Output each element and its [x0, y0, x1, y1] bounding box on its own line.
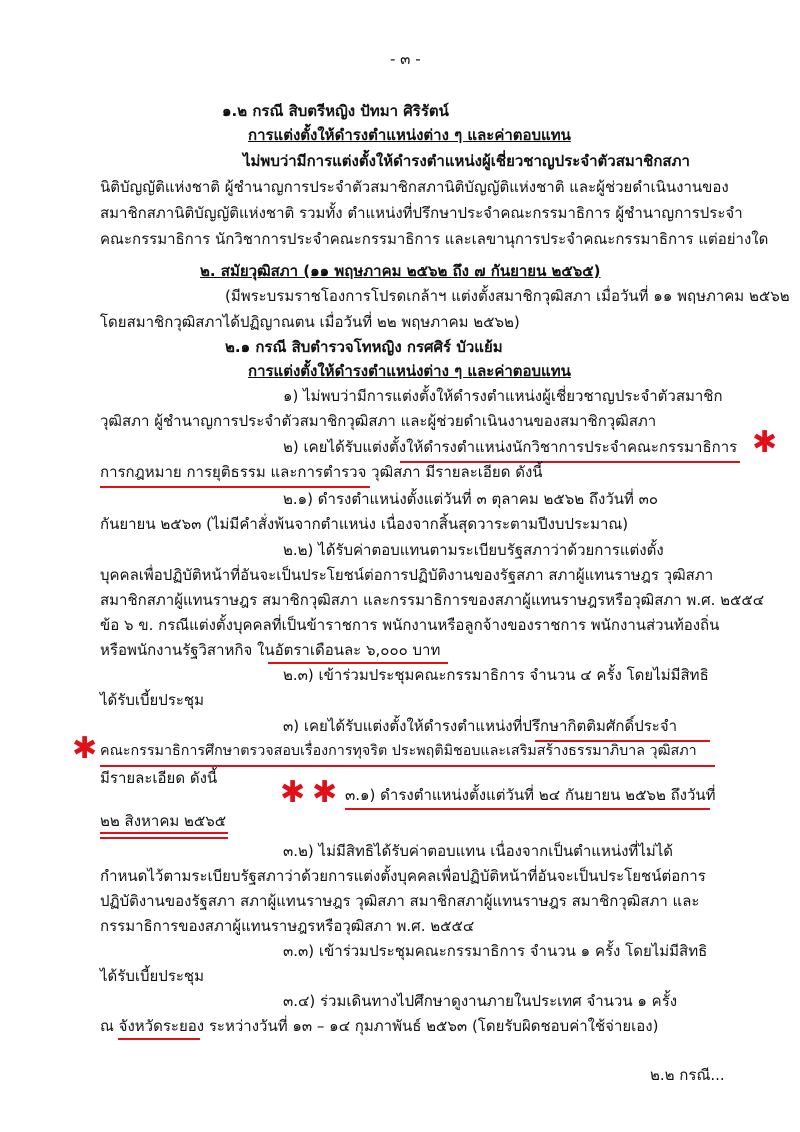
paragraph-line: ได้รับเบี้ยประชุม: [100, 967, 205, 985]
paragraph-line: ๓.๒) ไม่มีสิทธิได้รับค่าตอบแทน เนื่องจากเป็นตำแหน่งที่ไม่ได้: [283, 842, 674, 860]
paragraph-line: ไม่พบว่ามีการแต่งตั้งให้ดำรงตำแหน่งผู้เชี่ยวชาญประจำตัวสมาชิกสภา: [243, 152, 690, 170]
paragraph-line: ๒) เคยได้รับแต่งตั้งให้ดำรงตำแหน่งนักวิชาการประจำคณะกรรมาธิการ: [283, 438, 738, 456]
page-number: - ๓ -: [390, 50, 421, 68]
red-asterisk-mark: ✱: [752, 425, 778, 460]
paragraph-line: คณะกรรมาธิการศึกษาตรวจสอบเรื่องการทุจริต ประพฤติมิชอบและเสริมสร้างธรรมาภิบาล วุฒิสภา: [100, 743, 697, 759]
paragraph-line: ๒๒ สิงหาคม ๒๕๖๕: [100, 812, 227, 830]
paragraph-line: ๑) ไม่พบว่ามีการแต่งตั้งให้ดำรงตำแหน่งผู้เชี่ยวชาญประจำตัวสมาชิก: [283, 387, 723, 405]
paragraph-line: กรรมาธิการของสภาผู้แทนราษฎรหรือวุฒิสภา พ.ศ. ๒๕๕๔: [100, 917, 475, 935]
paragraph-line: ณ จังหวัดระยอง ระหว่างวันที่ ๑๓ – ๑๔ กุมภาพันธ์ ๒๕๖๓ (โดยรับผิดชอบค่าใช้จ่ายเอง): [100, 1017, 659, 1035]
paragraph-line: ๒.๓) เข้าร่วมประชุมคณะกรรมาธิการ จำนวน ๔ ครั้ง โดยไม่มีสิทธิ: [283, 666, 709, 684]
section-heading-2-1: ๒.๑ กรณี สิบตำรวจโทหญิง กรศศิร์ บัวแย้ม: [225, 338, 503, 356]
paragraph-line: กำหนดไว้ตามระเบียบรัฐสภาว่าด้วยการแต่งตั้งบุคคลเพื่อปฏิบัติหน้าที่อันจะเป็นประโยชน์ต่อการ: [100, 867, 706, 885]
paragraph-line: สมาชิกสภาผู้แทนราษฎร สมาชิกวุฒิสภา และกรรมาธิการของสภาผู้แทนราษฎรหรือวุฒิสภา พ.ศ. ๒๕๕๔: [100, 591, 765, 609]
paragraph-line: ๓.๑) ดำรงตำแหน่งตั้งแต่วันที่ ๒๔ กันยายน ๒๕๖๒ ถึงวันที่: [345, 786, 716, 804]
paragraph-line: ๓.๓) เข้าร่วมประชุมคณะกรรมาธิการ จำนวน ๑ ครั้ง โดยไม่มีสิทธิ: [283, 942, 708, 960]
paragraph-line: บุคคลเพื่อปฏิบัติหน้าที่อันจะเป็นประโยชน์ต่อการปฏิบัติงานของรัฐสภา สภาผู้แทนราษฎร วุฒิสภา: [100, 566, 714, 584]
paragraph-line: การกฎหมาย การยุติธรรม และการตำรวจ วุฒิสภา มีรายละเอียด ดังนี้: [100, 463, 543, 481]
red-double-underline: [100, 832, 228, 839]
paragraph-line: ข้อ ๖ ข. กรณีแต่งตั้งบุคคลที่เป็นข้าราชการ พนักงานหรือลูกจ้างของราชการ พนักงานส่วนท้องถิ่น: [100, 616, 720, 634]
paragraph-line: (มีพระบรมราชโองการโปรดเกล้าฯ แต่งตั้งสมาชิกวุฒิสภา เมื่อวันที่ ๑๑ พฤษภาคม ๒๕๖๒: [225, 287, 790, 305]
paragraph-line: ๒.๑) ดำรงตำแหน่งตั้งแต่วันที่ ๓ ตุลาคม ๒๕๖๒ ถึงวันที่ ๓๐: [283, 490, 659, 508]
paragraph-line: คณะกรรมาธิการ นักวิชาการประจำคณะกรรมาธิการ และเลขานุการประจำคณะกรรมาธิการ แต่อย่างใด: [100, 230, 769, 248]
paragraph-line: นิติบัญญัติแห่งชาติ ผู้ชำนาญการประจำตัวสมาชิกสภานิติบัญญัติแห่งชาติ และผู้ช่วยดำเนินงานของ: [100, 178, 729, 196]
subheading-appointments-1: การแต่งตั้งให้ดำรงตำแหน่งต่าง ๆ และค่าตอบแทน: [248, 126, 571, 144]
paragraph-line: ได้รับเบี้ยประชุม: [100, 691, 205, 709]
paragraph-line: สมาชิกสภานิติบัญญัติแห่งชาติ รวมทั้ง ตำแหน่งที่ปรึกษาประจำคณะกรรมาธิการ ผู้ชำนาญการประจำ: [100, 204, 743, 222]
paragraph-line: ๓) เคยได้รับแต่งตั้งให้ดำรงตำแหน่งที่ปรึกษากิตติมศักดิ์ประจำ: [283, 717, 678, 735]
paragraph-line: วุฒิสภา ผู้ชำนาญการประจำตัวสมาชิกวุฒิสภา และผู้ช่วยดำเนินงานของสมาชิกวุฒิสภา: [100, 412, 657, 430]
red-asterisk-mark: ✱: [280, 775, 306, 810]
section-heading-2: ๒. สมัยวุฒิสภา (๑๑ พฤษภาคม ๒๕๖๒ ถึง ๗ กันยายน ๒๕๖๕): [200, 262, 601, 280]
red-underline: [345, 808, 710, 810]
paragraph-line: กันยายน ๒๕๖๓ (ไม่มีคำสั่งพ้นจากตำแหน่ง เนื่องจากสิ้นสุดวาระตามปีงบประมาณ): [100, 515, 629, 533]
paragraph-line: ๒.๒) ได้รับค่าตอบแทนตามระเบียบรัฐสภาว่าด้วยการแต่งตั้ง: [283, 541, 664, 559]
red-asterisk-mark: ✱: [72, 731, 98, 766]
subheading-appointments-2: การแต่งตั้งให้ดำรงตำแหน่งต่าง ๆ และค่าตอบแทน: [248, 362, 571, 380]
paragraph-line: มีรายละเอียด ดังนี้: [100, 769, 218, 787]
paragraph-line: โดยสมาชิกวุฒิสภาได้ปฏิญาณตน เมื่อวันที่ ๒๒ พฤษภาคม ๒๕๖๒): [100, 313, 520, 331]
section-heading-1-2: ๑.๒ กรณี สิบตรีหญิง ปัทมา ศิริรัตน์: [222, 102, 449, 120]
paragraph-line: ปฏิบัติงานของรัฐสภา สภาผู้แทนราษฎร วุฒิสภา สมาชิกสภาผู้แทนราษฎร สมาชิกวุฒิสภา และ: [100, 892, 700, 910]
red-asterisk-mark: ✱: [312, 775, 338, 810]
paragraph-line: ๓.๔) ร่วมเดินทางไปศึกษาดูงานภายในประเทศ จำนวน ๑ ครั้ง: [283, 992, 678, 1010]
paragraph-line: หรือพนักงานรัฐวิสาหกิจ ในอัตราเดือนละ ๖,๐๐๐ บาท: [100, 641, 441, 659]
red-underline: [118, 1038, 200, 1040]
continuation-footer: ๒.๒ กรณี...: [650, 1066, 725, 1084]
